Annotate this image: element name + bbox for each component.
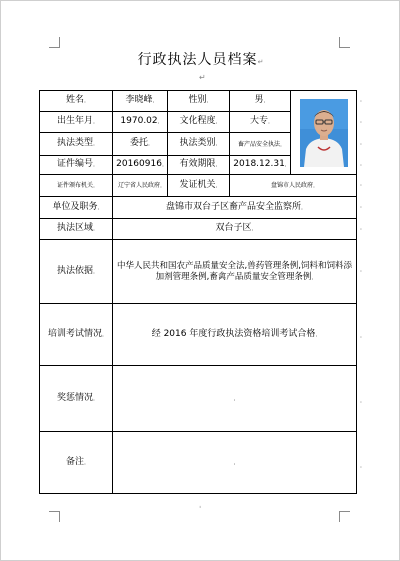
label-unit-position[interactable]: 单位及职务ˌ — [40, 197, 113, 219]
value-remarks[interactable]: ˌ — [113, 432, 357, 494]
row-end-mark: ˌ — [360, 138, 362, 146]
label-issue-org[interactable]: 发证机关ˌ — [168, 175, 230, 197]
row-end-mark: ˌ — [360, 95, 362, 103]
row-end-mark: ˌ — [360, 159, 362, 167]
value-valid-until[interactable]: 2018.12.31ˌ — [230, 156, 291, 175]
label-name[interactable]: 姓名ˌ — [40, 91, 113, 112]
label-rewards[interactable]: 奖惩情况ˌ — [40, 366, 113, 432]
label-enforce-category[interactable]: 执法类别ˌ — [168, 133, 230, 156]
crop-mark-bottom-right — [339, 511, 350, 522]
row-end-mark: ˌ — [360, 461, 362, 469]
value-training[interactable]: 经 2016 年度行政执法资格培训考试合格ˌ — [113, 304, 357, 366]
crop-mark-top-left — [49, 37, 60, 48]
label-issuer[interactable]: 证件颁布机关ˌ — [40, 175, 113, 197]
row-end-mark: ˌ — [360, 201, 362, 209]
label-enforce-basis[interactable]: 执法依据ˌ — [40, 240, 113, 304]
label-birth[interactable]: 出生年月ˌ — [40, 112, 113, 133]
row-end-mark: ˌ — [360, 179, 362, 187]
value-issuer[interactable]: 辽宁省人民政府ˌ — [113, 175, 168, 197]
empty-paragraph-mark: ↵ — [199, 73, 206, 82]
value-unit-position[interactable]: 盘锦市双台子区畜产品安全监察所ˌ — [113, 197, 357, 219]
portrait-photo — [300, 99, 348, 167]
value-enforce-basis[interactable]: 中华人民共和国农产品质量安全法,兽药管理条例,饲料和饲料添加剂管理条例,畜禽产品质量安全管理条例ˌ — [113, 240, 357, 304]
empty-paragraph-mark: ˌ — [199, 500, 202, 509]
label-enforce-area[interactable]: 执法区域ˌ — [40, 219, 113, 240]
crop-mark-top-right — [339, 37, 350, 48]
row-end-mark: ˌ — [360, 396, 362, 404]
crop-mark-bottom-left — [49, 511, 60, 522]
row-end-mark: ˌ — [360, 116, 362, 124]
value-rewards[interactable]: ˌ — [113, 366, 357, 432]
label-enforce-type[interactable]: 执法类型ˌ — [40, 133, 113, 156]
portrait-image — [300, 99, 348, 167]
label-training[interactable]: 培训考试情况ˌ — [40, 304, 113, 366]
document-title[interactable] — [1, 49, 400, 69]
label-valid-until[interactable]: 有效期限ˌ — [168, 156, 230, 175]
value-enforce-type[interactable]: 委托ˌ — [113, 133, 168, 156]
personnel-record-table — [39, 90, 357, 494]
value-enforce-category[interactable]: 畜产品安全执法ˌ — [230, 133, 291, 156]
label-gender[interactable]: 性别ˌ — [168, 91, 230, 112]
value-issue-org[interactable]: 盘锦市人民政府ˌ — [230, 175, 357, 197]
document-title-text: 行政执法人员档案 — [137, 52, 258, 68]
label-cert-no[interactable]: 证件编号ˌ — [40, 156, 113, 175]
value-cert-no[interactable]: 20160916ˌ — [113, 156, 168, 175]
value-gender[interactable]: 男ˌ — [230, 91, 291, 112]
row-end-mark: ˌ — [360, 265, 362, 273]
paragraph-mark: ↵ — [257, 58, 265, 66]
value-birth[interactable]: 1970.02ˌ — [113, 112, 168, 133]
value-name[interactable]: 李晓峰ˌ — [113, 91, 168, 112]
row-end-mark: ˌ — [360, 331, 362, 339]
value-enforce-area[interactable]: 双台子区ˌ — [113, 219, 357, 240]
row-end-mark: ˌ — [360, 223, 362, 231]
photo-cell[interactable] — [291, 91, 357, 175]
label-education[interactable]: 文化程度ˌ — [168, 112, 230, 133]
label-remarks[interactable]: 备注ˌ — [40, 432, 113, 494]
value-education[interactable]: 大专ˌ — [230, 112, 291, 133]
